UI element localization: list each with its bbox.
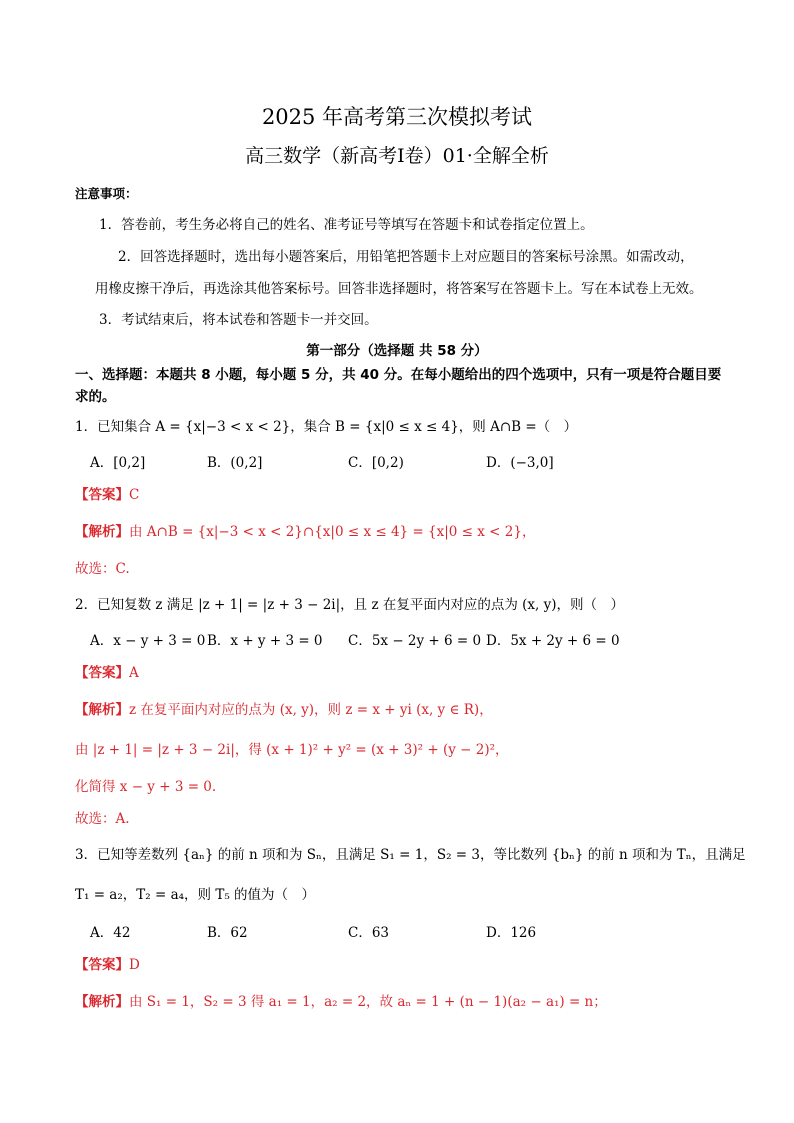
page-subtitle: 高三数学（新高考Ⅰ卷）01·全解全析 — [245, 145, 549, 167]
q2-stem: 2．已知复数 z 满足 |z + 1| = |z + 3 − 2i|，且 z 在复平面内对应的点为 (x, y)，则（ ） — [75, 597, 624, 613]
q1-conclusion: 故选：C. — [75, 561, 130, 577]
q1-option-c: C．[0,2) — [348, 455, 404, 471]
q1-answer-value: C — [129, 487, 140, 503]
q2-answer-label: 【答案】 — [75, 665, 129, 681]
q2-analysis — [75, 704, 493, 718]
q3-option-a: A．42 — [90, 925, 131, 941]
q2-answer — [75, 667, 139, 681]
q3-analysis-text: 由 S₁ = 1，S₂ = 3 得 a₁ = 1，a₂ = 2，故 aₙ = 1 + (n − 1)(a₂ − a₁) = n； — [129, 994, 607, 1010]
q1-option-b: B．(0,2] — [207, 455, 263, 471]
q2-analysis-label: 【解析】 — [75, 702, 129, 718]
q1-option-a: A．[0,2] — [90, 455, 146, 471]
q3-analysis — [75, 996, 607, 1010]
notes-heading: 注意事项： — [75, 186, 138, 201]
q3-analysis-label: 【解析】 — [75, 994, 129, 1010]
q2-answer-value: A — [129, 665, 139, 681]
q1-answer — [75, 489, 139, 503]
q3-answer — [75, 959, 140, 973]
q2-option-d: D．5x + 2y + 6 = 0 — [486, 633, 620, 649]
q2-analysis-line2: 由 |z + 1| = |z + 3 − 2i|，得 (x + 1)² + y² = (x + 3)² + (y − 2)²， — [75, 742, 509, 758]
q2-analysis-line3: 化简得 x − y + 3 = 0. — [75, 779, 217, 795]
page-title: 2025 年高考第三次模拟考试 — [261, 105, 533, 129]
q3-option-b: B．62 — [207, 925, 248, 941]
q1-analysis-text: 由 A∩B = {x|−3 < x < 2}∩{x|0 ≤ x ≤ 4} = {x|0 ≤ x < 2}， — [129, 524, 536, 540]
q1-stem: 1．已知集合 A = {x|−3 < x < 2}，集合 B = {x|0 ≤ x ≤ 4}，则 A∩B =（ ） — [75, 419, 578, 435]
q1-analysis-label: 【解析】 — [75, 524, 129, 540]
q2-option-c: C．5x − 2y + 6 = 0 — [348, 633, 482, 649]
section-intro-line2: 求的。 — [75, 389, 116, 405]
q3-stem-line2: T₁ = a₂，T₂ = a₄，则 T₅ 的值为（ ） — [75, 887, 316, 903]
note-item-2a: 2．回答选择题时，选出每小题答案后，用铅笔把答题卡上对应题目的答案标号涂黑。如需改动， — [118, 249, 694, 265]
q3-answer-label: 【答案】 — [75, 957, 129, 973]
q1-analysis — [75, 526, 535, 540]
q2-conclusion: 故选：A. — [75, 811, 130, 827]
q2-option-b: B．x + y + 3 = 0 — [207, 633, 323, 649]
q2-option-a: A．x − y + 3 = 0 — [90, 633, 206, 649]
q1-answer-label: 【答案】 — [75, 487, 129, 503]
q3-stem-line1: 3．已知等差数列 {aₙ} 的前 n 项和为 Sₙ，且满足 S₁ = 1，S₂ = 3，等比数列 {bₙ} 的前 n 项和为 Tₙ，且满足 — [75, 847, 746, 863]
note-item-3: 3．考试结束后，将本试卷和答题卡一并交回。 — [99, 312, 378, 328]
section-intro-line1: 一、选择题：本题共 8 小题，每小题 5 分，共 40 分。在每小题给出的四个选项中，只有一项是符合题目要 — [75, 367, 722, 383]
note-item-1: 1．答卷前，考生务必将自己的姓名、准考证号等填写在答题卡和试卷指定位置上。 — [99, 217, 594, 233]
note-item-2b: 用橡皮擦干净后，再选涂其他答案标号。回答非选择题时，将答案写在答题卡上。写在本试卷上无效。 — [95, 281, 703, 297]
q3-option-d: D．126 — [486, 925, 537, 941]
q1-option-d: D．(−3,0] — [486, 455, 554, 471]
q2-analysis-text: z 在复平面内对应的点为 (x, y)，则 z = x + yi (x, y ∈ R)， — [129, 702, 493, 718]
q3-option-c: C．63 — [348, 925, 390, 941]
q3-answer-value: D — [129, 957, 140, 973]
section-title: 第一部分（选择题 共 58 分） — [306, 343, 488, 359]
